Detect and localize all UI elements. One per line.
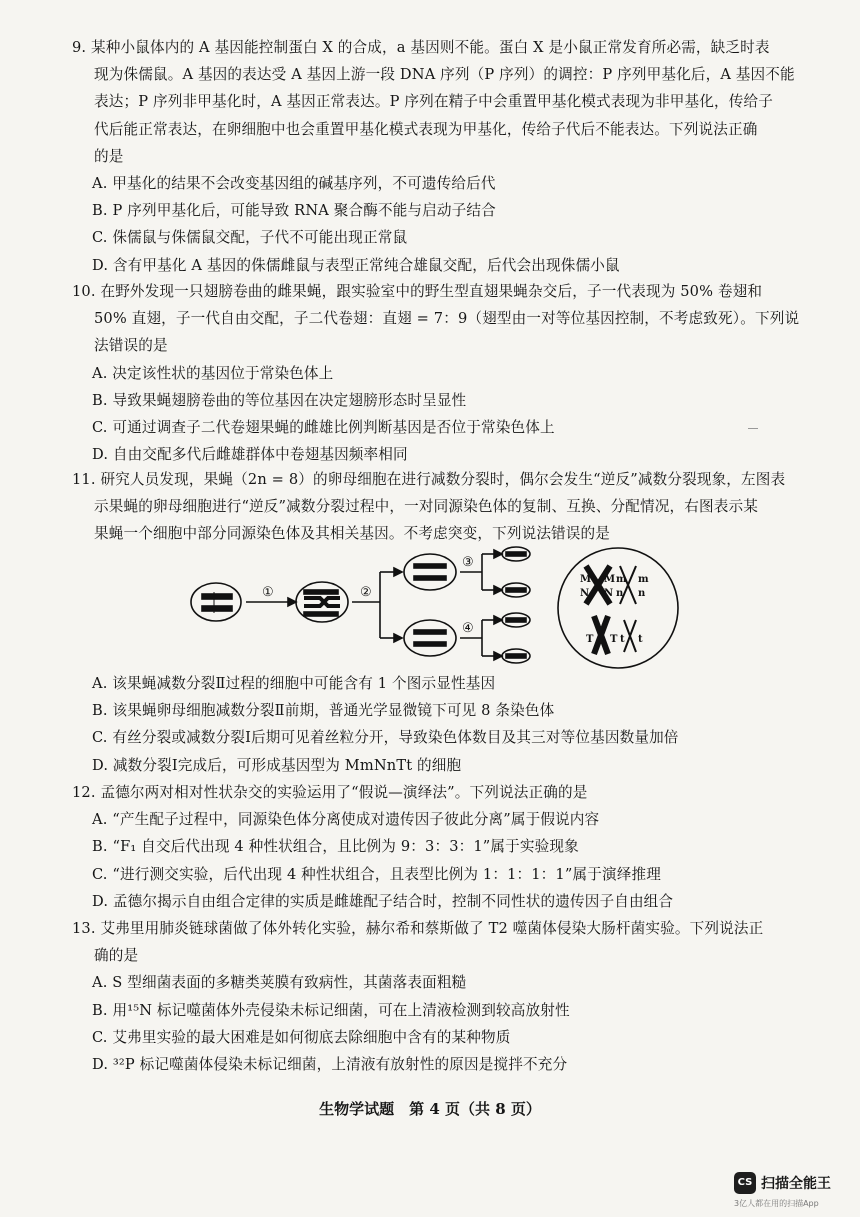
question-12	[72, 779, 816, 915]
step-label: ③	[462, 555, 474, 570]
gene-label: n	[616, 588, 624, 599]
cell-ellipse	[191, 583, 241, 621]
chromosome-bar	[506, 552, 526, 556]
option-b: B. “F₁ 自交后代出现 4 种性状组合，且比例为 9：3：3：1”属于实验现象	[92, 838, 579, 856]
stem-line: 法错误的是	[94, 337, 168, 355]
option-a: A. 决定该性状的基因位于常染色体上	[92, 364, 334, 382]
option-d: D. 自由交配多代后雌雄群体中卷翅基因频率相同	[92, 446, 408, 464]
page-footer: 生物学试题 第 4 页（共 8 页）	[319, 1100, 541, 1118]
chromosome-bar	[414, 564, 446, 568]
gene-label: M	[580, 574, 592, 585]
step-label: ④	[462, 621, 474, 636]
stem-line: 果蝇一个细胞中部分同源染色体及其相关基因。不考虑突变，下列说法错误的是	[94, 525, 611, 543]
question-11	[72, 466, 816, 548]
arrow-head	[494, 586, 502, 594]
arrow-head	[494, 550, 502, 558]
scanner-logo-icon: CS	[734, 1172, 756, 1194]
option-c: C. 侏儒鼠与侏儒鼠交配，子代不可能出现正常鼠	[92, 229, 408, 247]
scanner-watermark	[734, 1168, 844, 1208]
stem-line: 11. 研究人员发现，果蝇（2n = 8）的卵母细胞在进行减数分裂时，偶尔会发生“逆反”减数分裂现象，左图表	[72, 471, 786, 488]
question-11-stem	[72, 466, 816, 548]
chromosome-bar	[414, 642, 446, 646]
option-b: B. P 序列甲基化后，可能导致 RNA 聚合酶不能与启动子结合	[92, 202, 496, 220]
option-d: D. 含有甲基化 A 基因的侏儒雌鼠与表型正常纯合雄鼠交配，后代会出现侏儒小鼠	[92, 256, 620, 274]
question-9-stem	[72, 34, 816, 170]
stem-line: 的是	[94, 147, 124, 165]
option-b: B. 导致果蝇翅膀卷曲的等位基因在决定翅膀形态时呈显性	[92, 391, 467, 409]
cell-ellipse	[404, 620, 456, 656]
chromosome-bar	[304, 590, 338, 594]
option-b: B. 该果蝇卵母细胞减数分裂Ⅱ前期，普通光学显微镜下可见 8 条染色体	[92, 702, 555, 720]
gene-label: t	[620, 634, 625, 645]
option-c: C. 艾弗里实验的最大困难是如何彻底去除细胞中含有的某种物质	[92, 1028, 511, 1046]
question-13	[72, 915, 816, 1078]
arrow-head	[394, 568, 402, 576]
question-11-options	[72, 670, 816, 779]
option-a: A. S 型细菌表面的多糖类荚膜有致病性，其菌落表面粗糙	[92, 974, 467, 992]
stem-line: 13. 艾弗里用肺炎链球菌做了体外转化实验，赫尔希和蔡斯做了 T2 噬菌体侵染大肠杆菌实验。下列说法正	[72, 920, 764, 937]
question-10-stem	[72, 278, 816, 360]
stem-line: 现为侏儒鼠。A 基因的表达受 A 基因上游一段 DNA 序列（P 序列）的调控：P 序列甲基化后，A 基因不能	[94, 66, 795, 84]
option-a: A. “产生配子过程中，同源染色体分离使成对遗传因子彼此分离”属于假说内容	[92, 811, 600, 829]
option-d: D. ³²P 标记噬菌体侵染未标记细菌，上清液有放射性的原因是搅拌不充分	[92, 1056, 568, 1074]
arrow-head	[494, 652, 502, 660]
stem-line: 10. 在野外发现一只翅膀卷曲的雌果蝇，跟实验室中的野生型直翅果蝇杂交后，子一代表现为 50% 卷翅和	[72, 283, 763, 300]
question-9	[72, 34, 816, 279]
option-c: C. 可通过调查子二代卷翅果蝇的雌雄比例判断基因是否位于常染色体上	[92, 419, 555, 437]
step-label: ①	[262, 585, 274, 600]
step-label: ②	[360, 585, 372, 600]
chromosome-bar	[202, 594, 232, 599]
chromosome-bar	[304, 612, 338, 616]
scanner-name: 扫描全能王	[761, 1176, 831, 1192]
gene-label: m	[616, 574, 627, 585]
gene-label: N	[580, 588, 590, 599]
option-a: A. 甲基化的结果不会改变基因组的碱基序列，不可遗传给后代	[92, 175, 496, 193]
gene-label: m	[638, 574, 649, 585]
option-b: B. 用¹⁵N 标记噬菌体外壳侵染未标记细菌，可在上清液检测到较高放射性	[92, 1001, 570, 1019]
question-12-stem	[72, 779, 816, 806]
arrow-head	[394, 634, 402, 642]
gene-label: M	[604, 574, 616, 585]
chromosome-bar	[506, 654, 526, 658]
option-d: D. 减数分裂Ⅰ完成后，可形成基因型为 MmNnTt 的细胞	[92, 756, 462, 774]
chromosome-bar	[414, 630, 446, 634]
chromosome-bar	[202, 606, 232, 611]
arrow-head	[288, 598, 296, 606]
cell-ellipse	[404, 554, 456, 590]
arrow-head	[494, 616, 502, 624]
stem-line: 示果蝇的卵母细胞进行“逆反”减数分裂过程中，一对同源染色体的复制、互换、分配情况，右图表示某	[94, 498, 758, 516]
gene-label: T	[586, 634, 594, 645]
option-c: C. 有丝分裂或减数分裂Ⅰ后期可见着丝粒分开，导致染色体数目及其三对等位基因数量加倍	[92, 729, 679, 747]
gene-label: n	[638, 588, 646, 599]
stem-line: 12. 孟德尔两对相对性状杂交的实验运用了“假说—演绎法”。下列说法正确的是	[72, 784, 588, 801]
stem-line: 代后能正常表达，在卵细胞中也会重置甲基化模式表现为甲基化，传给子代后不能表达。下列说法正确	[94, 120, 758, 138]
stem-line: 确的是	[94, 947, 139, 965]
cell-circle	[558, 548, 678, 668]
stem-line: 表达；P 序列非甲基化时，A 基因正常表达。P 序列在精子中会重置甲基化模式表现为非甲基化，传给子	[94, 93, 773, 111]
stem-line: 50% 直翅，子一代自由交配，子二代卷翅：直翅 = 7：9（翅型由一对等位基因控制，不考虑致死）。下列说	[94, 310, 800, 328]
gene-label: T	[610, 634, 618, 645]
chromosome-bar	[506, 588, 526, 592]
option-a: A. 该果蝇减数分裂Ⅱ过程的细胞中可能含有 1 个图示显性基因	[92, 675, 496, 692]
question-13-stem	[72, 915, 816, 969]
chromosome-x	[594, 616, 608, 654]
question-10	[72, 278, 816, 468]
gene-label: N	[604, 588, 614, 599]
chromosome-bar	[506, 618, 526, 622]
scan-mark	[748, 428, 758, 429]
chromosome-x	[624, 620, 636, 652]
chromosome-bar	[414, 576, 446, 580]
stem-line: 9. 某种小鼠体内的 A 基因能控制蛋白 X 的合成，a 基因则不能。蛋白 X 是小鼠正常发育所必需，缺乏时表	[72, 39, 770, 56]
gene-label: t	[638, 634, 643, 645]
option-c: C. “进行测交实验，后代出现 4 种性状组合，且表型比例为 1：1：1：1”属于演绎推理	[92, 865, 661, 883]
scanner-tagline: 3亿人都在用的扫描App	[734, 1199, 819, 1208]
option-d: D. 孟德尔揭示自由组合定律的实质是雌雄配子结合时，控制不同性状的遗传因子自由组合	[92, 892, 674, 910]
meiosis-diagram	[190, 546, 750, 670]
